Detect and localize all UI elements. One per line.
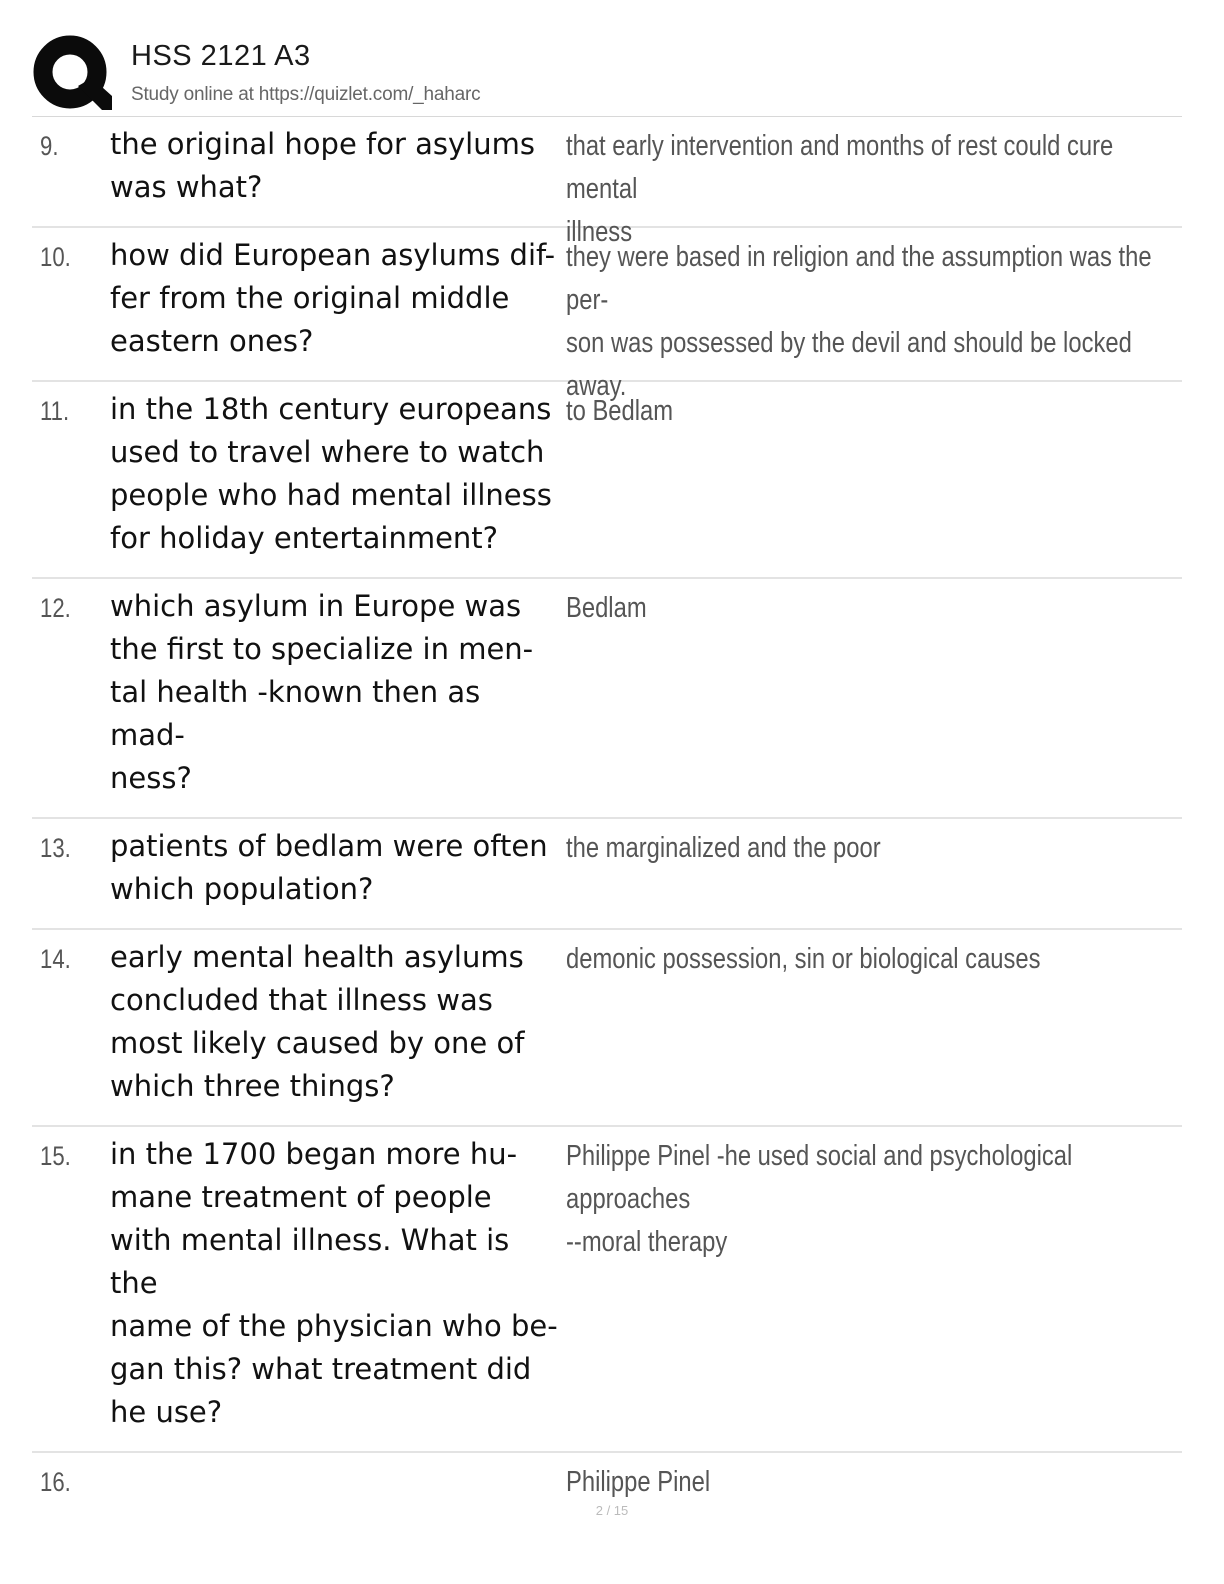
flashcard-row bbox=[32, 382, 1182, 579]
card-term: early mental health asylums concluded that illness was most likely caused by one of which three things? bbox=[110, 940, 525, 1103]
card-term: in the 1700 began more hu- mane treatment of people with mental illness. What is the name of the physician who be- gan this? what treatment did he use? bbox=[110, 1137, 558, 1429]
card-number: 12. bbox=[40, 593, 71, 623]
document-title: HSS 2121 A3 bbox=[131, 40, 311, 72]
card-definition: Philippe Pinel bbox=[566, 1466, 711, 1498]
card-number: 11. bbox=[40, 396, 70, 426]
card-term: in the 18th century europeans used to travel where to watch people who had mental illness for holiday entertainment? bbox=[110, 392, 552, 555]
card-term: the original hope for asylums was what? bbox=[110, 127, 535, 204]
card-definition: the marginalized and the poor bbox=[566, 832, 881, 864]
card-definition: demonic possession, sin or biological causes bbox=[566, 943, 1041, 975]
card-definition: that early intervention and months of rest could cure mental illness bbox=[566, 130, 1114, 248]
card-definition: they were based in religion and the assumption was the per- son was possessed by the devil and should be locked away. bbox=[566, 241, 1152, 402]
card-definition: Philippe Pinel -he used social and psychological approaches --moral therapy bbox=[566, 1140, 1073, 1258]
card-term: which asylum in Europe was the first to specialize in men- tal health -known then as mad- ness? bbox=[110, 589, 534, 795]
card-number: 15. bbox=[40, 1141, 71, 1171]
flashcard-row bbox=[32, 819, 1182, 930]
study-online-link[interactable]: Study online at https://quizlet.com/_haharc bbox=[131, 84, 481, 105]
quizlet-logo-icon bbox=[32, 34, 112, 114]
flashcard-list bbox=[32, 117, 1182, 1518]
card-number: 10. bbox=[40, 242, 71, 272]
flashcard-row bbox=[32, 1127, 1182, 1453]
card-definition: Bedlam bbox=[566, 592, 647, 624]
flashcard-row bbox=[32, 930, 1182, 1127]
card-definition: to Bedlam bbox=[566, 395, 674, 427]
card-number: 13. bbox=[40, 833, 71, 863]
flashcard-row bbox=[32, 579, 1182, 819]
card-number: 16. bbox=[40, 1467, 71, 1497]
page-number: 2 / 15 bbox=[595, 1503, 629, 1518]
card-term: how did European asylums dif- fer from the original middle eastern ones? bbox=[110, 238, 556, 358]
card-term bbox=[110, 1459, 560, 1501]
flashcard-row bbox=[32, 117, 1182, 248]
flashcard-row bbox=[32, 228, 1182, 402]
card-number: 9. bbox=[40, 131, 59, 161]
card-number: 14. bbox=[40, 944, 71, 974]
card-term: patients of bedlam were often which population? bbox=[110, 829, 548, 906]
page-header bbox=[32, 34, 1192, 114]
